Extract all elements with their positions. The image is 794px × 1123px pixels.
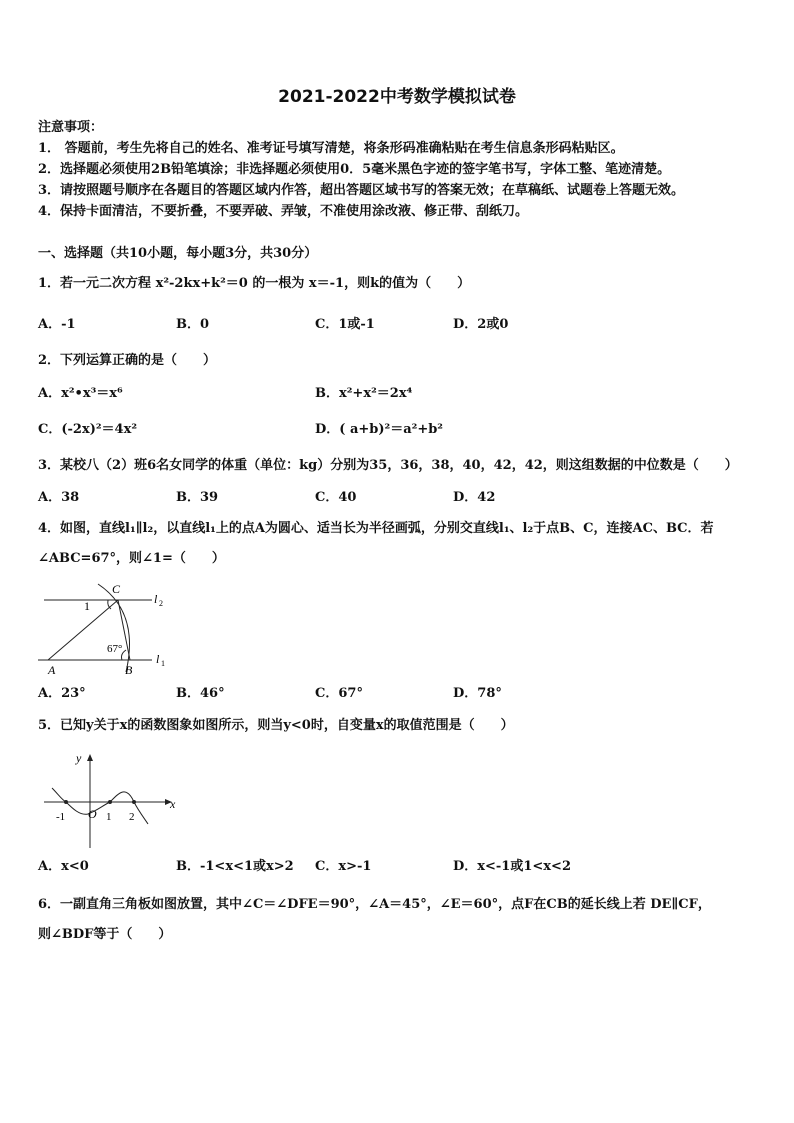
function-graph-figure: [38, 752, 188, 852]
label-2: 2: [129, 811, 135, 823]
option-d: D．2或0: [453, 317, 509, 332]
option-d: D．78°: [453, 686, 502, 701]
notice-item: 2．选择题必须使用2B铅笔填涂；非选择题必须使用0．5毫米黑色字迹的签字笔书写，字体工整、笔迹清楚。: [38, 162, 671, 177]
option-b: B．39: [176, 490, 219, 505]
root-point: [108, 800, 112, 804]
label-b: B: [125, 663, 133, 677]
option-b: B．46°: [176, 686, 225, 701]
notice-item: 4．保持卡面清洁，不要折叠，不要弄破、弄皱，不准使用涂改液、修正带、刮纸刀。: [38, 204, 529, 219]
option-b: B．-1<x<1或x>2: [176, 859, 294, 874]
arc: [98, 584, 130, 672]
option-d: D．42: [453, 490, 496, 505]
question-stem: 4．如图，直线l₁∥l₂，以直线l₁上的点A为圆心、适当长为半径画弧，分别交直线l₁、l₂于点B、C，连接AC、BC．若: [38, 521, 714, 536]
label-c: C: [112, 582, 121, 596]
label-angle-1: 1: [84, 599, 90, 613]
question-stem-line2: ∠ABC=67°，则∠1=（ ）: [38, 551, 225, 566]
label-minus-1: -1: [56, 811, 66, 823]
notice-item: 3．请按照题号顺序在各题目的答题区域内作答，超出答题区域书写的答案无效；在草稿纸、试题卷上答题无效。: [38, 183, 685, 198]
option-c: C．(-2x)²＝4x²: [38, 422, 138, 437]
option-b: B．x²+x²＝2x⁴: [315, 386, 413, 401]
option-d: D．x<-1或1<x<2: [453, 859, 571, 874]
label-origin: O: [88, 807, 97, 821]
option-a: A．38: [38, 490, 80, 505]
root-point: [132, 800, 136, 804]
notice-heading: 注意事项：: [38, 120, 104, 135]
label-l1-sub: 1: [161, 659, 165, 668]
option-c: C．1或-1: [315, 317, 375, 332]
label-l1: l: [156, 652, 160, 666]
option-c: C．67°: [315, 686, 363, 701]
label-y: y: [76, 751, 82, 765]
label-l2-sub: 2: [159, 599, 163, 608]
option-c: C．40: [315, 490, 357, 505]
option-a: A．x²•x³＝x⁶: [38, 386, 123, 401]
option-a: A．x<0: [38, 859, 89, 874]
angle-1-arc: [108, 600, 111, 609]
notice-item: 1． 答题前，考生先将自己的姓名、准考证号填写清楚，将条形码准确粘贴在考生信息条形码粘贴区。: [38, 141, 624, 156]
option-d: D．( a+b)²＝a²+b²: [315, 422, 443, 437]
question-stem-line2: 则∠BDF等于（ ）: [38, 927, 172, 942]
question-stem: 6．一副直角三角板如图放置，其中∠C＝∠DFE＝90°，∠A＝45°，∠E＝60°，点F在CB的延长线上若 DE∥CF，: [38, 897, 711, 912]
geometry-figure-parallel-lines: [34, 578, 174, 678]
option-c: C．x>-1: [315, 859, 372, 874]
root-point: [64, 800, 68, 804]
option-b: B．0: [176, 317, 210, 332]
label-a: A: [48, 663, 56, 677]
y-axis-arrow: [87, 754, 93, 761]
question-stem: 5．已知y关于x的函数图象如图所示，则当y<0时，自变量x的取值范围是（ ）: [38, 718, 514, 733]
option-a: A．-1: [38, 317, 76, 332]
label-x: x: [170, 797, 176, 811]
question-stem: 1．若一元二次方程 x²-2kx+k²＝0 的一根为 x＝-1，则k的值为（ ）: [38, 276, 471, 291]
question-stem: 2．下列运算正确的是（ ）: [38, 353, 217, 368]
option-a: A．23°: [38, 686, 86, 701]
label-l2: l: [154, 592, 158, 606]
section-heading: 一、选择题（共10小题，每小题3分，共30分）: [38, 246, 318, 261]
label-1: 1: [106, 811, 112, 823]
label-angle-67: 67°: [107, 643, 123, 655]
question-stem: 3．某校八（2）班6名女同学的体重（单位：kg）分别为35，36，38，40，42，42，则这组数据的中位数是（ ）: [38, 458, 738, 473]
page-title: 2021-2022中考数学模拟试卷: [278, 87, 516, 107]
